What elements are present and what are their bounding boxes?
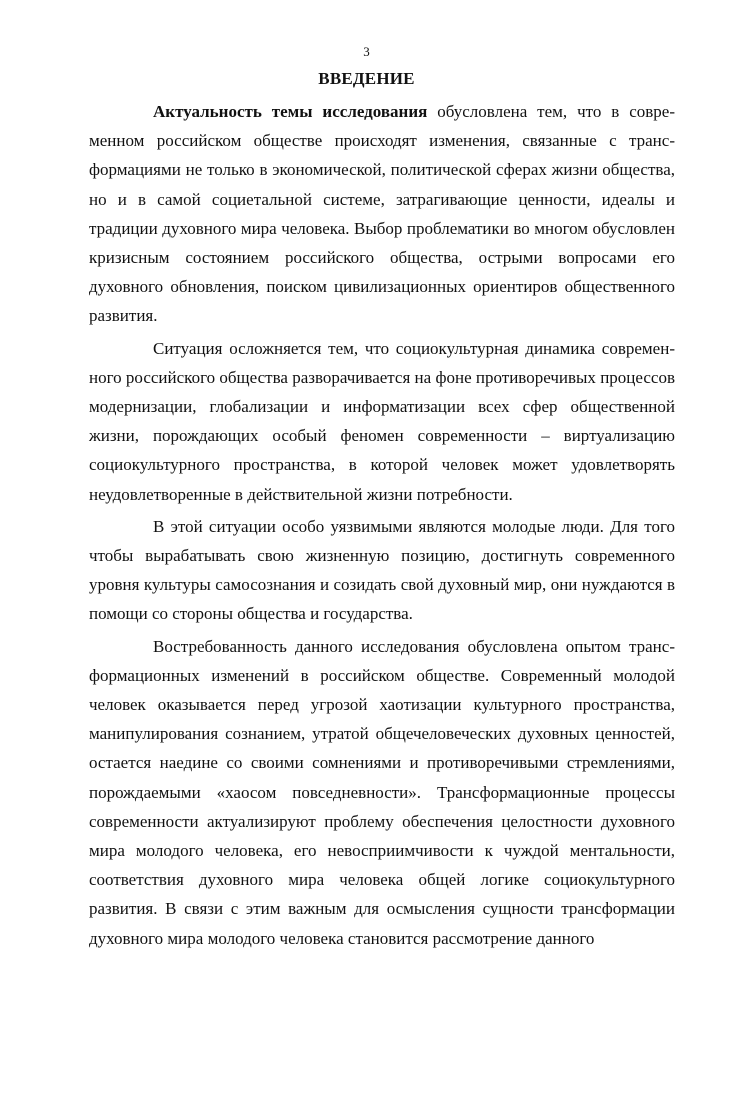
paragraph-2: Ситуация осложняется тем, что социокультурная динамика современного российского общества разворачивается на фоне противоречивых процессов модернизации, глобализации и информатизации всех сфер общественной жизни, порождающих особый феномен современности – виртуализацию социокультурного пространства, в которой человек может удовлетворять неудовлетворенные в действительной жизни потребности.: [89, 338, 675, 504]
section-heading: ВВЕДЕНИЕ: [318, 69, 415, 88]
paragraph-4: Востребованность данного исследования обусловлена опытом трансформационных изменений в российском обществе. Современный молодой человек оказывается перед угрозой хаотизации культурного пространства, манипулирования сознанием, утратой общечеловеческих духовных ценностей, остается наедине со своими сомнениями и противоречивыми стремлениями, порождаемыми «хаосом повседневности». Трансформационные процессы современности актуализируют проблему обеспечения целостности духовного мира молодого человека, его невосприимчивости к чуждой ментальности, соответствия духовного мира человека общей логике социокультурного развития. В связи с этим важным для осмысления сущности трансформации духовного мира молодого человека становится рассмотрение данного: [89, 636, 675, 948]
page-number: 3: [363, 44, 370, 59]
paragraph-1: [89, 97, 675, 331]
paragraph-1-lead-term: Актуальность темы исследования: [153, 102, 428, 121]
paragraph-3: В этой ситуации особо уязвимыми являются молодые люди. Для того чтобы вырабатывать свою жизненную позицию, достигнуть современного уровня культуры самосознания и созидать свой духовный мир, они нуждаются в помощи со стороны общества и государства.: [89, 516, 675, 624]
paragraph-1-text: обусловлена тем, что в современном российском обществе происходят изменения, связанные с трансформациями не только в экономической, политической сферах жизни общества, но и в самой социетальной системе, затрагивающие ценности, идеалы и традиции духовного мира человека. Выбор проблематики во многом обусловлен кризисным состоянием российского общества, острыми вопросами его духовного обновления, поиском цивилизационных ориентиров общественного развития.: [89, 102, 676, 326]
body-text: [89, 97, 675, 956]
